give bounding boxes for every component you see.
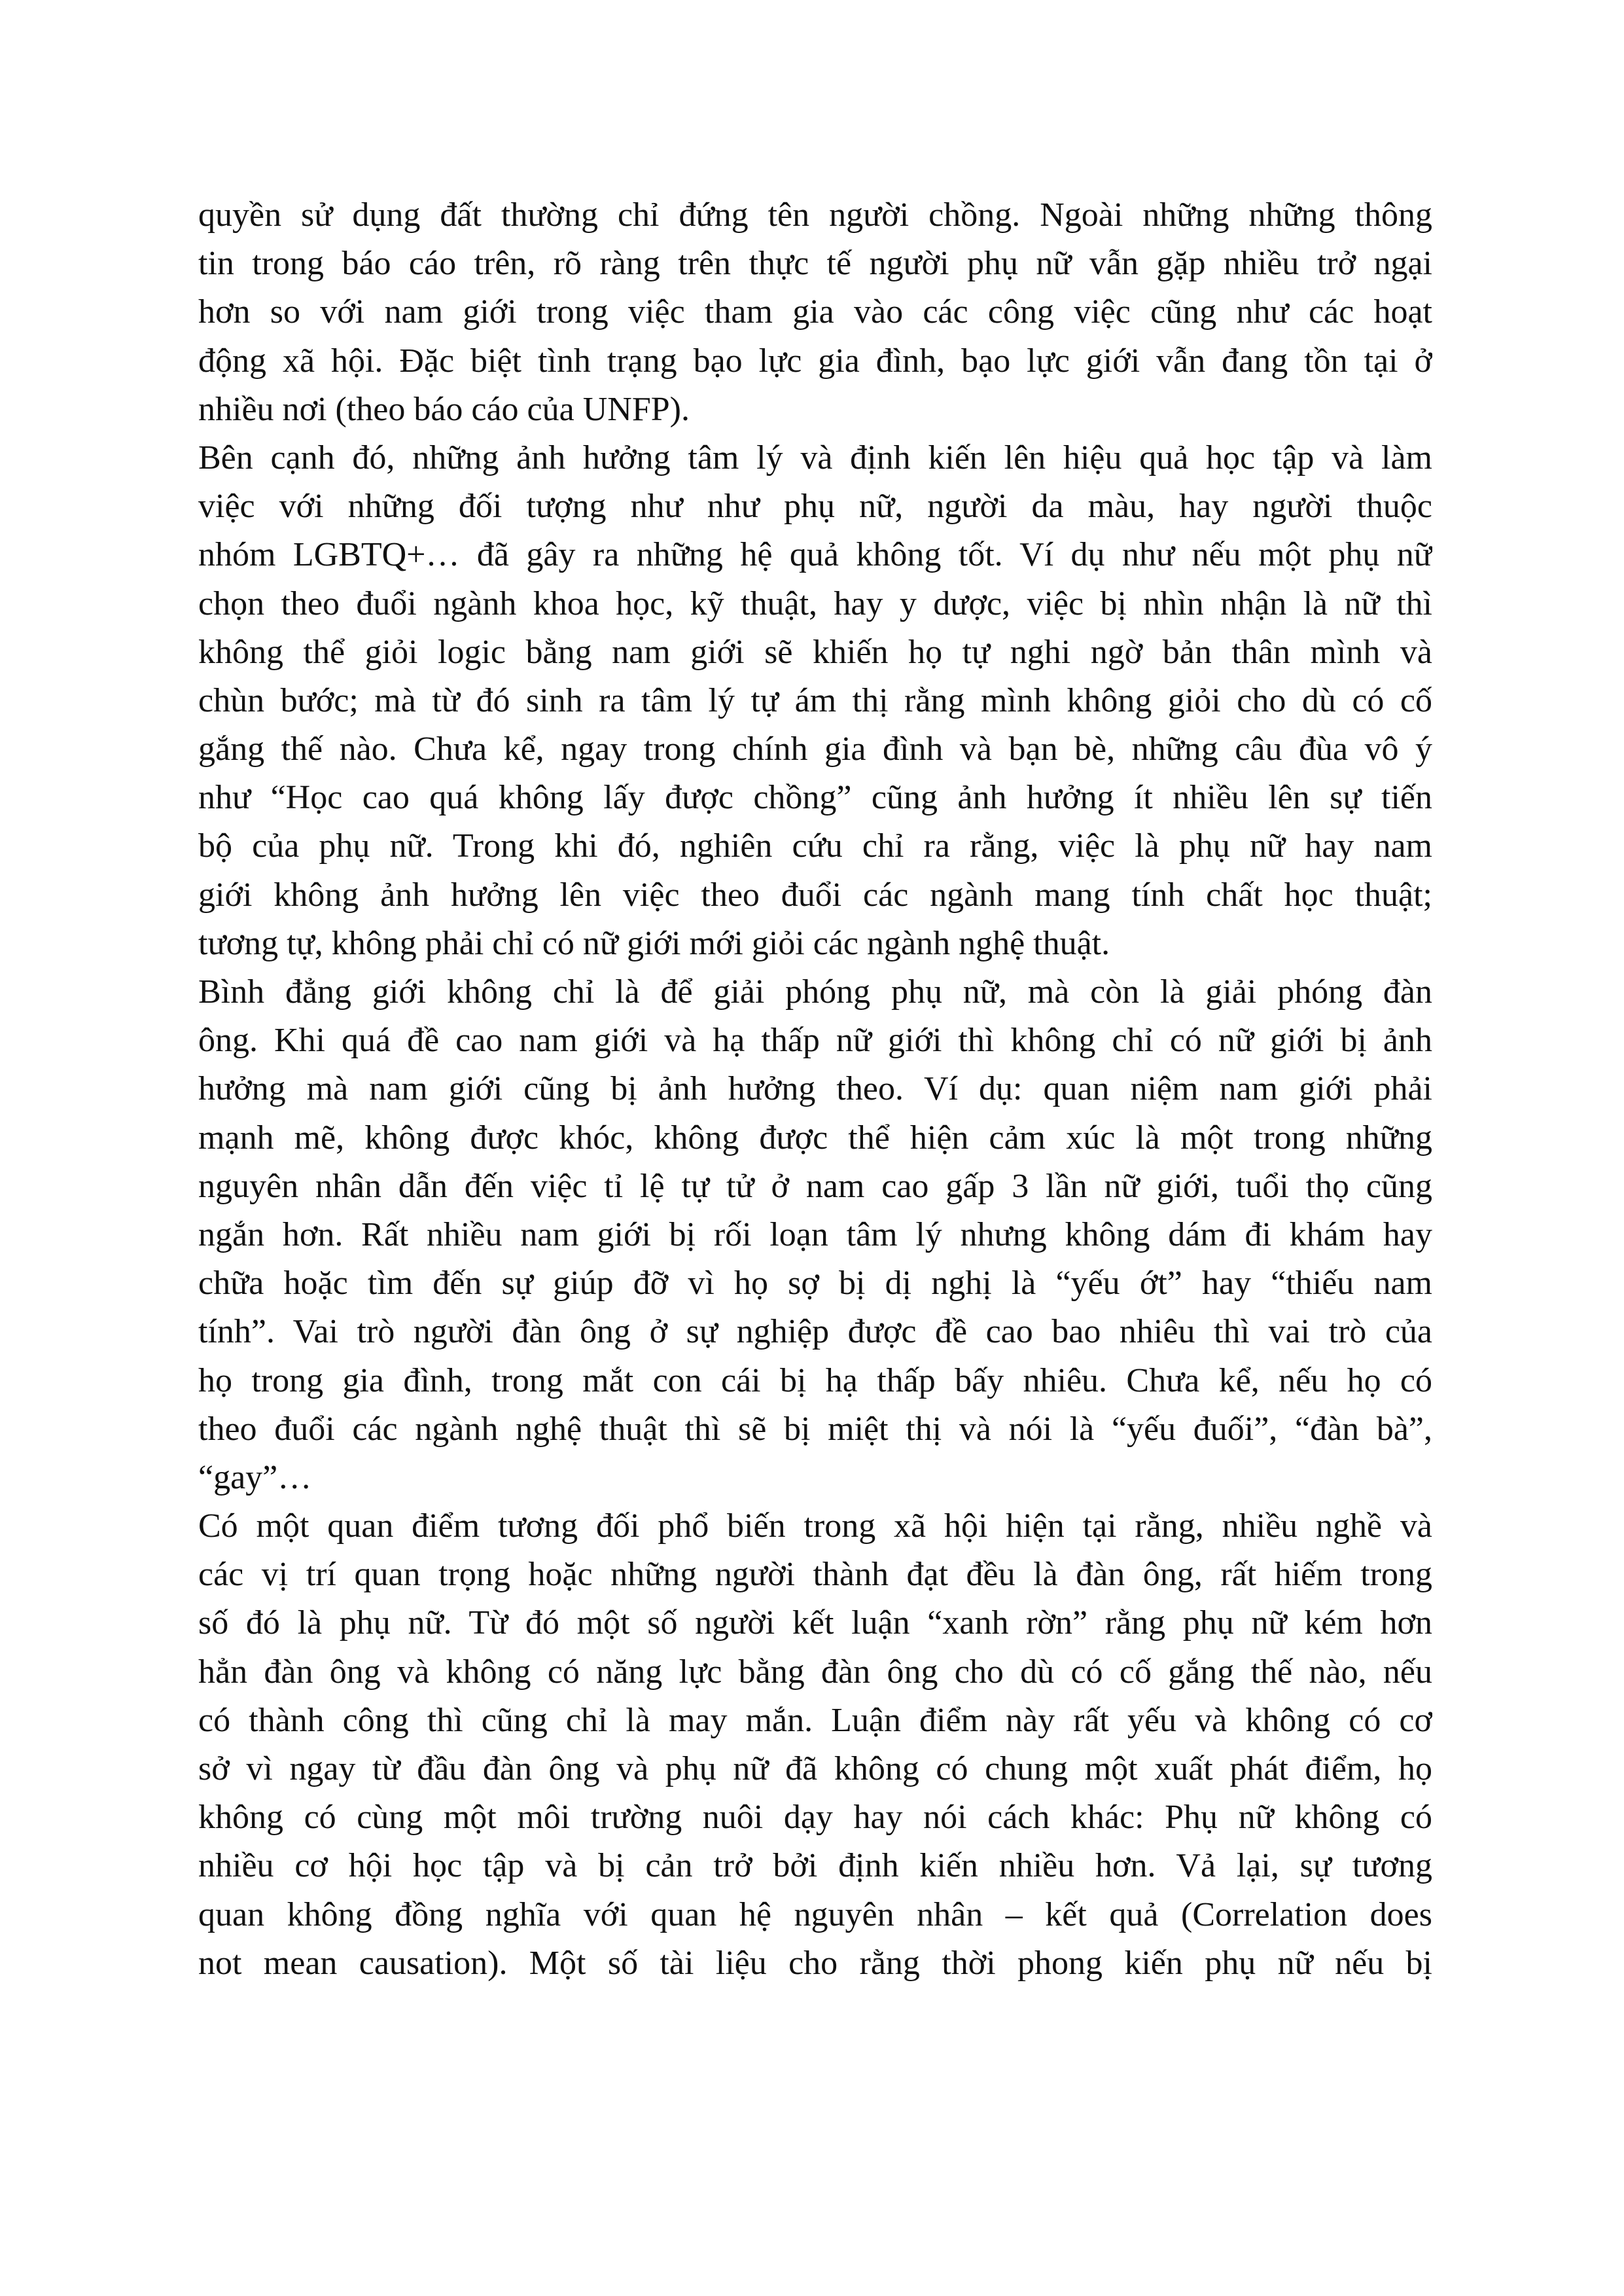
text-line: ngắn hơn. Rất nhiều nam giới bị rối loạn tâm lý nhưng không dám đi khám hay bbox=[198, 1215, 1432, 1253]
text-line: quyền sử dụng đất thường chỉ đứng tên người chồng. Ngoài những những thông bbox=[198, 196, 1432, 234]
text-line: “gay”… bbox=[198, 1458, 312, 1496]
text-line: gắng thế nào. Chưa kể, ngay trong chính gia đình và bạn bè, những câu đùa vô ý bbox=[198, 730, 1432, 768]
text-line: bộ của phụ nữ. Trong khi đó, nghiên cứu chỉ ra rằng, việc là phụ nữ hay nam bbox=[198, 827, 1432, 865]
text-line: Bình đẳng giới không chỉ là để giải phóng phụ nữ, mà còn là giải phóng đàn bbox=[198, 973, 1432, 1011]
text-line: động xã hội. Đặc biệt tình trạng bạo lực gia đình, bạo lực giới vẫn đang tồn tại ở bbox=[198, 342, 1432, 380]
paragraph bbox=[198, 1502, 1432, 1988]
text-line: chùn bước; mà từ đó sinh ra tâm lý tự ám thị rằng mình không giỏi cho dù có cố bbox=[198, 681, 1432, 719]
text-line: việc với những đối tượng như như phụ nữ, người da màu, hay người thuộc bbox=[198, 488, 1432, 526]
text-line: theo đuổi các ngành nghệ thuật thì sẽ bị miệt thị và nói là “yếu đuối”, “đàn bà”, bbox=[198, 1410, 1432, 1448]
text-line: các vị trí quan trọng hoặc những người thành đạt đều là đàn ông, rất hiếm trong bbox=[198, 1556, 1432, 1594]
text-line: tính”. Vai trò người đàn ông ở sự nghiệp được đề cao bao nhiêu thì vai trò của bbox=[198, 1313, 1432, 1351]
text-line: có thành công thì cũng chỉ là may mắn. Luận điểm này rất yếu và không có cơ bbox=[198, 1701, 1432, 1739]
text-line: Có một quan điểm tương đối phổ biến trong xã hội hiện tại rằng, nhiều nghề và bbox=[198, 1507, 1432, 1545]
text-line: tin trong báo cáo trên, rõ ràng trên thực tế người phụ nữ vẫn gặp nhiều trở ngại bbox=[198, 245, 1432, 283]
text-line: không có cùng một môi trường nuôi dạy hay nói cách khác: Phụ nữ không có bbox=[198, 1799, 1432, 1837]
text-line: chữa hoặc tìm đến sự giúp đỡ vì họ sợ bị dị nghị là “yếu ớt” hay “thiếu nam bbox=[198, 1265, 1432, 1302]
text-line: mạnh mẽ, không được khóc, không được thể hiện cảm xúc là một trong những bbox=[198, 1119, 1432, 1157]
text-line: ông. Khi quá đề cao nam giới và hạ thấp nữ giới thì không chỉ có nữ giới bị ảnh bbox=[198, 1022, 1432, 1060]
paragraph bbox=[198, 434, 1432, 968]
text-line: nguyên nhân dẫn đến việc tỉ lệ tự tử ở nam cao gấp 3 lần nữ giới, tuổi thọ cũng bbox=[198, 1167, 1432, 1205]
text-line: Bên cạnh đó, những ảnh hưởng tâm lý và định kiến lên hiệu quả học tập và làm bbox=[198, 439, 1432, 476]
text-line: nhiều cơ hội học tập và bị cản trở bởi định kiến nhiều hơn. Vả lại, sự tương bbox=[198, 1847, 1432, 1885]
text-line: giới không ảnh hưởng lên việc theo đuổi các ngành mang tính chất học thuật; bbox=[198, 876, 1432, 914]
body-text bbox=[198, 191, 1432, 1988]
text-line: sở vì ngay từ đầu đàn ông và phụ nữ đã không có chung một xuất phát điểm, họ bbox=[198, 1750, 1432, 1787]
text-line: không thể giỏi logic bằng nam giới sẽ khiến họ tự nghi ngờ bản thân mình và bbox=[198, 633, 1432, 671]
paragraph bbox=[198, 968, 1432, 1502]
text-line: hơn so với nam giới trong việc tham gia vào các công việc cũng như các hoạt bbox=[198, 293, 1432, 331]
text-line: not mean causation). Một số tài liệu cho rằng thời phong kiến phụ nữ nếu bị bbox=[198, 1944, 1432, 1982]
text-line: số đó là phụ nữ. Từ đó một số người kết luận “xanh rờn” rằng phụ nữ kém hơn bbox=[198, 1604, 1432, 1642]
text-line: hẳn đàn ông và không có năng lực bằng đàn ông cho dù có cố gắng thế nào, nếu bbox=[198, 1653, 1432, 1691]
paragraph bbox=[198, 191, 1432, 434]
text-line: họ trong gia đình, trong mắt con cái bị hạ thấp bấy nhiêu. Chưa kể, nếu họ có bbox=[198, 1361, 1432, 1399]
text-line: hưởng mà nam giới cũng bị ảnh hưởng theo. Ví dụ: quan niệm nam giới phải bbox=[198, 1070, 1432, 1108]
text-line: chọn theo đuổi ngành khoa học, kỹ thuật, hay y dược, việc bị nhìn nhận là nữ thì bbox=[198, 584, 1432, 622]
text-line: nhóm LGBTQ+… đã gây ra những hệ quả không tốt. Ví dụ như nếu một phụ nữ bbox=[198, 536, 1432, 574]
text-line: nhiều nơi (theo báo cáo của UNFP). bbox=[198, 390, 690, 428]
text-line: tương tự, không phải chỉ có nữ giới mới giỏi các ngành nghệ thuật. bbox=[198, 924, 1110, 962]
text-line: như “Học cao quá không lấy được chồng” cũng ảnh hưởng ít nhiều lên sự tiến bbox=[198, 779, 1432, 817]
text-line: quan không đồng nghĩa với quan hệ nguyên nhân – kết quả (Correlation does bbox=[198, 1895, 1432, 1933]
